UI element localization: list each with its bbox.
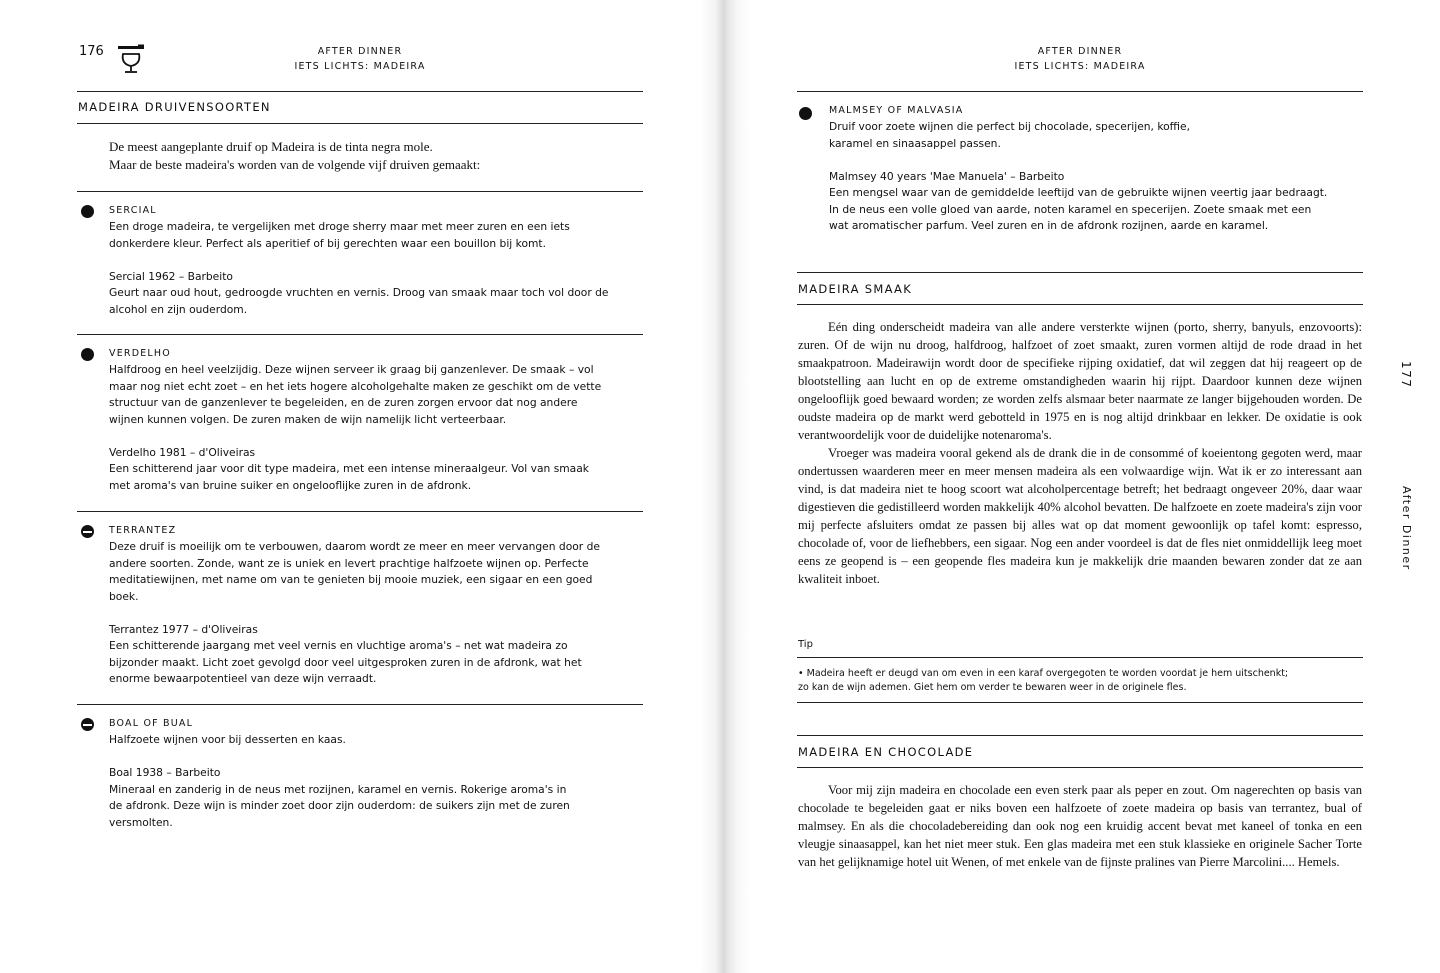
divider [77, 191, 643, 192]
full-dot-icon [799, 107, 812, 120]
text-line: Een schitterende jaargang met veel vernis en vluchtige aroma's – net wat madeira zo [109, 639, 568, 652]
divider [797, 702, 1363, 703]
text-line: boek. [109, 589, 139, 603]
text-line: structuur van de ganzenlever te begeleiden, en de zuren zorgen ervoor dat nog andere [109, 396, 578, 409]
divider [797, 735, 1363, 736]
divider [77, 123, 643, 124]
text-line: Mineraal en zanderig in de neus met rozijnen, karamel en vernis. Rokerige aroma's in [109, 782, 567, 796]
full-dot-icon [81, 205, 94, 218]
text-line: alcohol en zijn ouderdom. [109, 302, 248, 316]
section-title-smaak: MADEIRA SMAAK [798, 282, 913, 296]
text-line: Een droge madeira, te vergelijken met droge sherry maar met meer zuren en een iets [109, 220, 570, 233]
grape-title-boal: BOAL OF BUAL [109, 718, 194, 729]
wine-name: Verdelho 1981 – d'Oliveiras [109, 445, 256, 459]
header-line-2: IETS LICHTS: MADEIRA [294, 61, 426, 72]
section-title-druivensoorten: MADEIRA DRUIVENSOORTEN [78, 100, 271, 114]
header-line-2: IETS LICHTS: MADEIRA [1014, 61, 1146, 72]
cognac-glass-icon [116, 44, 146, 76]
text-line: Een schitterend jaar voor dit type madeira, met een intense mineraalgeur. Vol van smaak [109, 462, 589, 475]
paragraph: Eén ding onderscheidt madeira van alle andere versterkte wijnen (porto, sherry, banyuls, enzovoorts): zuren. Of de wijn nu droog, halfdroog, halfzoet of zoet smaakt, zuren vormen altijd de rode draad in het smaakpatroon. Madeirawijn wordt door de specifieke rijping oxidatief, dat wil zeggen dat hij reageert op de blootstelling aan lucht en op de extreme omstandigheden waarin hij rijpt. Daardoor kunnen deze wijnen ongelooflijk goed bewaard worden; ze worden zelfs alsmaar beter naarmate ze langer bijgehouden worden. De oudste madeira op de markt werd gebotteld in 1975 en is nog altijd drinkbaar en lekker. De oxidatie is ook verantwoordelijk voor de duidelijke notenaroma's. [798, 320, 1362, 442]
side-running-title: After Dinner [1400, 486, 1413, 571]
text-line: maar nog niet echt zoet – en het iets hogere alcoholgehalte maken ze geschikt om de vette [109, 379, 602, 393]
intro-line: Maar de beste madeira's worden van de volgende vijf druiven gemaakt: [109, 157, 481, 172]
divider [797, 304, 1363, 305]
divider [77, 704, 643, 705]
header-line-1: AFTER DINNER [1037, 46, 1123, 57]
wine-name: Boal 1938 – Barbeito [109, 766, 221, 779]
text-line: donkerdere kleur. Perfect als aperitief of bij gerechten waar een bouillon bij komt. [109, 236, 547, 250]
wine-name: Terrantez 1977 – d'Oliveiras [109, 622, 258, 636]
text-line: Druif voor zoete wijnen die perfect bij chocolade, specerijen, koffie, [829, 120, 1190, 133]
tip-text [798, 667, 1364, 694]
text-line: Een mengsel waar van de gemiddelde leeftijd van de gebruikte wijnen veertig jaar bedraagt. [829, 186, 1328, 199]
text-line: Halfdroog en heel veelzijdig. Deze wijnen serveer ik graag bij ganzenlever. De smaak – vol [109, 363, 594, 376]
smaak-body [798, 318, 1362, 588]
text-line: • Madeira heeft er deugd van om even in een karaf overgegoten te worden voordat je hem uitschenkt; [798, 668, 1289, 679]
grape-title-verdelho: VERDELHO [109, 348, 171, 359]
wine-name: Malmsey 40 years 'Mae Manuela' – Barbeito [829, 169, 1065, 183]
text-line: In de neus een volle gloed van aarde, noten karamel en specerijen. Zoete smaak met een [829, 202, 1312, 216]
paragraph: Voor mij zijn madeira en chocolade een even sterk paar als peper en zout. Om nagerechten op basis van chocolade te begeleiden gaat er niks boven een halfzoete of zoete madeira op basis van terrantez, bual of malmsey. En als die chocoladebereiding dan ook nog een kruidig accent bevat met kaneel of tonka en een vleugje sinaasappel, kan het niet meer stuk. Een glas madeira met een stuk klassieke en originele Sacher Torte van het gelijknamige hotel uit Wenen, of met enkele van de fijnste pralines van Pierre Marcolini.... Hemels. [798, 783, 1362, 869]
text-line: wat aromatischer parfum. Veel zuren en in de afdronk rozijnen, aarde en karamel. [829, 219, 1269, 232]
text-line: meditatiewijnen, met name om van te genieten bij mooie muziek, een sigaar en een goed [109, 573, 593, 586]
page-number-left: 176 [79, 44, 104, 59]
section-title-chocolade: MADEIRA EN CHOCOLADE [798, 745, 974, 759]
header-line-1: AFTER DINNER [317, 46, 403, 57]
book-gutter [700, 0, 750, 973]
running-header-left [240, 44, 480, 74]
page-number-right: 177 [1399, 361, 1413, 389]
half-dot-icon [81, 718, 94, 731]
divider [77, 334, 643, 335]
text-line: enorme bewaarpotentieel van deze wijn verraadt. [109, 672, 377, 685]
divider [77, 511, 643, 512]
grape-title-terrantez: TERRANTEZ [109, 525, 177, 536]
text-line: andere soorten. Zonde, want ze is uniek en levert prachtige halfzoete wijnen op. Perfecte [109, 556, 589, 570]
intro-line: De meest aangeplante druif op Madeira is de tinta negra mole. [109, 139, 433, 154]
text-line: Geurt naar oud hout, gedroogde vruchten en vernis. Droog van smaak maar toch vol door de [109, 286, 609, 299]
text-line: met aroma's van bruine suiker en ongelooflijke zuren in de afdronk. [109, 478, 472, 492]
half-dot-icon [81, 525, 94, 538]
grape-title-malmsey: MALMSEY OF MALVASIA [829, 105, 964, 116]
text-line: Halfzoete wijnen voor bij desserten en kaas. [109, 733, 346, 746]
wine-name: Sercial 1962 – Barbeito [109, 269, 233, 283]
grape-block-boal [109, 732, 649, 831]
grape-block-verdelho [109, 362, 649, 494]
full-dot-icon [81, 348, 94, 361]
text-line: versmolten. [109, 815, 173, 829]
text-line: de afdronk. Deze wijn is minder zoet door zijn ouderdom: de suikers zijn met de zuren [109, 799, 570, 812]
divider [77, 91, 643, 92]
running-header-right [960, 44, 1200, 74]
paragraph: Vroeger was madeira vooral gekend als de drank die in de consommé of koeientong gegoten werd, maar ondertussen waarderen meer en meer mensen madeira als een volwaardige wijn. Wat ik er zo interessant aan vind, is dat madeira niet te hoog scoort wat alcoholpercentage betreft; het bedraagt ongeveer 20%, daar waar digestieven die gedistilleerd worden makkelijk 40% alcohol bevatten. De halfzoete en zoete madeira's zijn voor mij perfecte afsluiters omdat ze passen bij alles wat op dat moment gewoonlijk op tafel komt: espresso, chocolade of, voor de liefhebbers, een sigaar. Nog een ander voordeel is dat de fles niet onmiddellijk leeg moet eens ze geopend is – een geopende fles madeira kun je makkelijk drie maanden bewaren zonder dat ze aan kwaliteit inboet. [798, 446, 1362, 586]
grape-block-sercial [109, 219, 649, 318]
divider [797, 657, 1363, 658]
intro-text [109, 138, 629, 174]
grape-block-terrantez [109, 539, 649, 688]
text-line: zo kan de wijn ademen. Giet hem om verder te bewaren weer in de originele fles. [798, 681, 1187, 693]
grape-block-malmsey [829, 119, 1369, 235]
divider [797, 91, 1363, 92]
divider [797, 272, 1363, 273]
grape-title-sercial: SERCIAL [109, 205, 157, 216]
text-line: bijzonder maakt. Licht zoet gevolgd door veel uitgesproken zuren in de afdronk, wat het [109, 655, 582, 669]
tip-label: Tip [798, 639, 813, 650]
text-line: wijnen kunnen volgen. De zuren maken de wijn namelijk licht verteerbaar. [109, 412, 507, 426]
chocolade-body [798, 781, 1362, 871]
divider [797, 767, 1363, 768]
text-line: karamel en sinaasappel passen. [829, 136, 1001, 150]
text-line: Deze druif is moeilijk om te verbouwen, daarom wordt ze meer en meer vervangen door de [109, 540, 600, 553]
